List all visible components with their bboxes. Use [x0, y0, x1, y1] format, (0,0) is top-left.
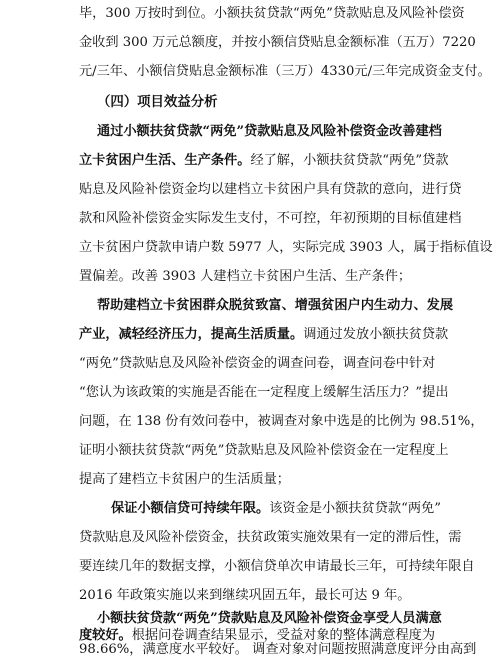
intro-line-2: 金收到 300 万元总额度，并按小额信贷贴息金额标准（五万）7220: [79, 35, 476, 50]
p1-bold-text: 通过小额扶贫贷款“两免”贷款贴息及风险补偿资金改善建档: [97, 124, 442, 139]
p2-line-4: “您认为该政策的实施是否能在一定程度上缓解生活压力？”提出: [79, 385, 449, 400]
p4-line-2: [79, 628, 436, 643]
p1-line-2: [79, 151, 449, 171]
p4-bold-text: 小额扶贫贷款“两免”贷款贴息及风险补偿资金享受人员满意: [97, 611, 442, 626]
p2-line-3: “两免”贷款贴息及风险补偿资金的调查问卷，调查问卷中针对: [79, 356, 436, 371]
p2-line-6: 证明小额扶贫贷款“两免”贷款贴息及风险补偿资金在一定程度上: [79, 443, 449, 458]
intro-line-3: 元/三年、小额信贷贴息金额标准（三万）4330元/三年完成资金支付。: [79, 64, 491, 79]
p2-line-5: 问题，在 138 份有效问卷中，被调查对象中选是的比例为 98.51%，: [79, 414, 484, 429]
p3-line-3: 要连续几年的数据支撑，小额信贷单次申请最长三年，可持续年限自: [79, 559, 475, 574]
p4-line-1: [97, 609, 442, 629]
p1-line-6: 置偏差。改善 3903 人建档立卡贫困户生活、生产条件；: [79, 269, 412, 284]
section-heading: （四）项目效益分析: [97, 94, 218, 110]
p2-line-7: 提高了建档立卡贫困户的生活质量；: [79, 472, 290, 487]
p3-line-2: 贷款贴息及风险补偿资金，扶贫政策实施效果有一定的滞后性，需: [79, 530, 462, 545]
p1-line-4: 款和风险补偿资金实际发生支付，不可控，年初预期的目标值建档: [79, 211, 462, 226]
intro-line-1: 毕，300 万按时到位。小额扶贫贷款“两免”贷款贴息及风险补偿资: [79, 6, 465, 21]
p4-bold-text-cont: 度较好。: [79, 628, 132, 643]
p1-text: 经了解，小额扶贫贷款“两免”贷款: [250, 153, 449, 168]
p3-bold-text: 保证小额信贷可持续年限。: [111, 501, 270, 516]
p2-line-1: [97, 296, 454, 316]
p2-bold-text-cont: 产业，减轻经济压力，提高生活质量。: [79, 327, 304, 342]
p3-line-1: [111, 499, 441, 519]
p1-line-5: 立卡贫困户贷款申请户数 5977 人，实际完成 3903 人，属于指标值设: [79, 240, 493, 255]
p4-text: 根据问卷调查结果显示，受益对象的整体满意程度为: [131, 628, 436, 643]
p1-line-3: 贴息及风险补偿资金均以建档立卡贫困户具有贷款的意向，进行贷: [79, 182, 462, 197]
p3-text: 该资金是小额扶贫贷款“两免”: [269, 501, 441, 516]
p2-line-2: [79, 325, 449, 345]
p1-line-1: [97, 122, 442, 142]
p2-bold-text: 帮助建档立卡贫困群众脱贫致富、增强贫困户内生动力、发展: [97, 298, 454, 313]
p3-line-4: 2016 年政策实施以来到继续巩固五年，最长可达 9 年。: [79, 588, 411, 603]
p4-line-3: 98.66%，满意度水平较好。 调查对象对问题按照满意度评分由高到: [79, 642, 477, 657]
p1-bold-text-cont: 立卡贫困户生活、生产条件。: [79, 153, 251, 168]
p2-text: 调通过发放小额扶贫贷款: [303, 327, 449, 342]
